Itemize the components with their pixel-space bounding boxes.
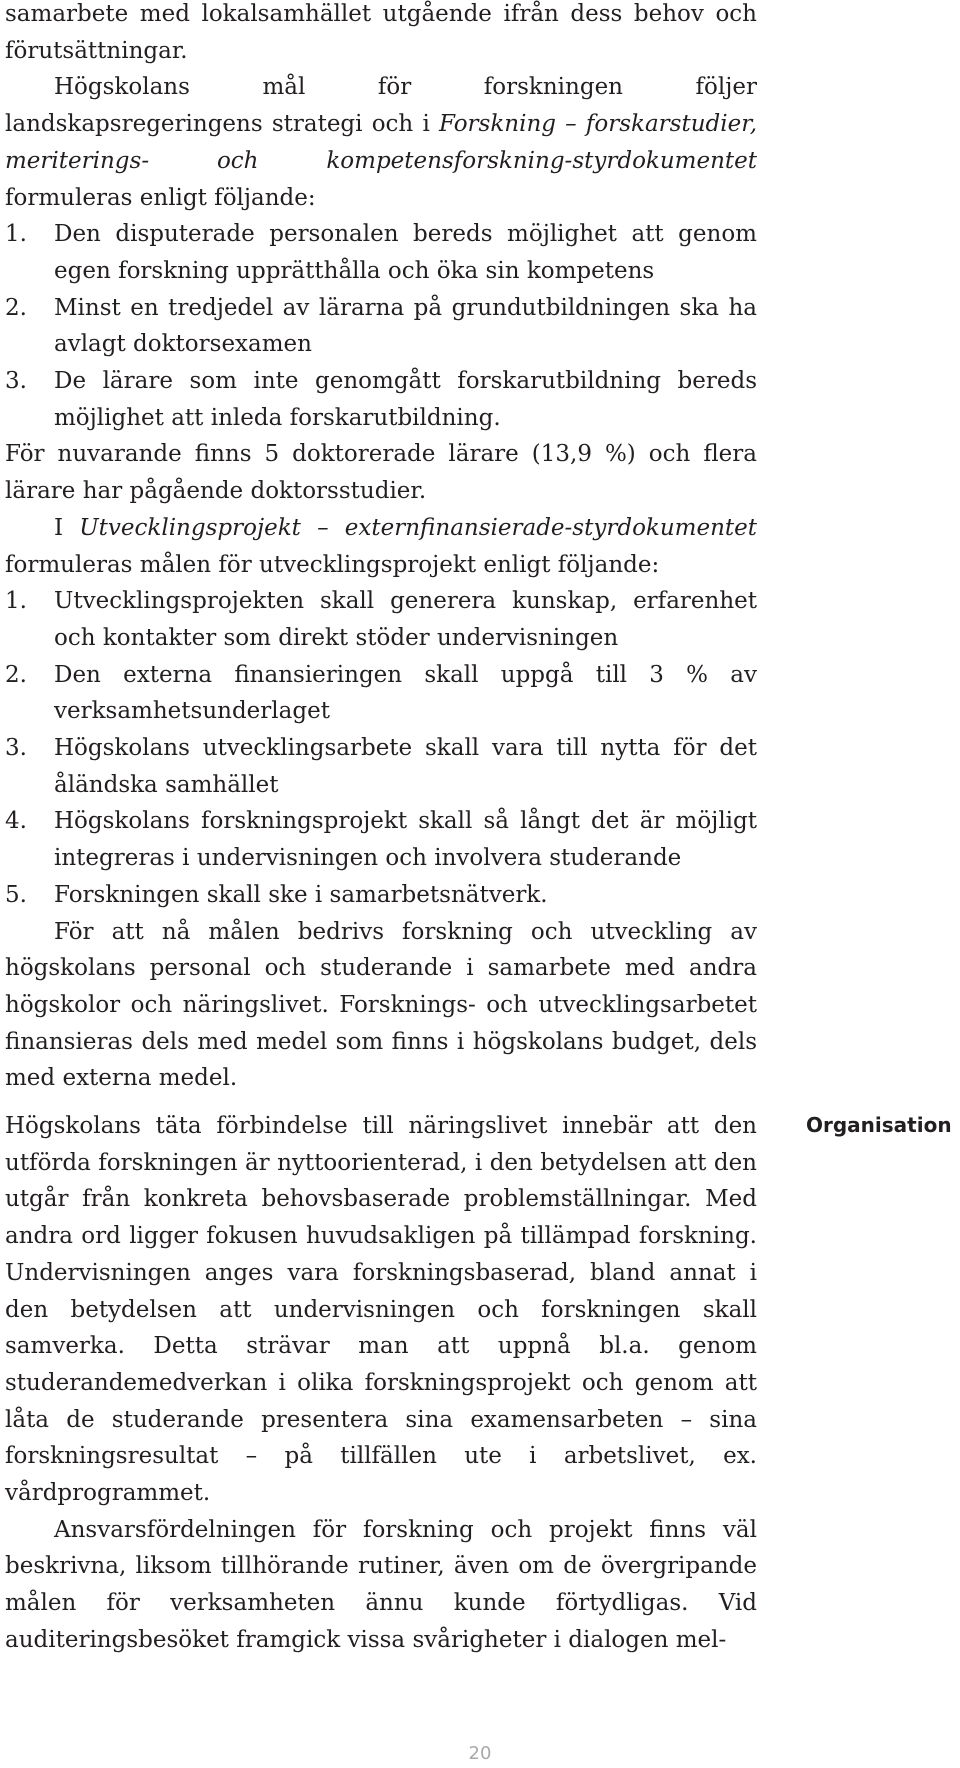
list-text: Den disputerade personalen bereds möjlighet att genom egen forskning upprätthålla och öka sin kompetens: [54, 221, 757, 284]
text: formuleras enligt följande:: [5, 184, 316, 211]
list-item: [5, 290, 757, 363]
list-number: 1.: [5, 588, 27, 615]
list-text: De lärare som inte genomgått forskarutbildning bereds möjlighet att inleda forskarutbildning.: [54, 368, 757, 431]
body-text-top: [5, 0, 757, 1097]
list-number: 2.: [5, 661, 27, 688]
list-item: [5, 363, 757, 436]
development-goals-list: [5, 583, 757, 913]
paragraph-goals-development: [5, 510, 757, 583]
list-number: 4.: [5, 808, 27, 835]
list-number: 1.: [5, 221, 27, 248]
list-item: [5, 730, 757, 803]
research-goals-list: [5, 216, 757, 436]
list-number: 5.: [5, 881, 27, 908]
paragraph: För att nå målen bedrivs forskning och utveckling av högskolans personal och studerande i samarbete med andra högskolor och näringslivet. Forsknings- och utvecklingsarbetet finansieras dels med medel som finns i högskolans budget, dels med externa medel.: [5, 918, 757, 1092]
body-text-organisation: [5, 1108, 757, 1659]
list-number: 2.: [5, 294, 27, 321]
paragraph: Ansvarsfördelningen för forskning och projekt finns väl beskrivna, liksom tillhörande rutiner, även om de övergripande målen för verksamheten ännu kunde förtydligas. Vid auditeringsbesöket framgick vissa svårigheter i dialogen mel-: [5, 1516, 757, 1653]
list-item: [5, 583, 757, 656]
document-title: Utvecklingsprojekt – externfinansierade-styrdokumentet: [79, 514, 757, 541]
page-number: 20: [468, 1743, 492, 1764]
list-number: 3.: [5, 368, 27, 395]
paragraph-goals-research: [5, 69, 757, 216]
document-title: Forskning – forskarstudier, meriterings- och kompetensforskning-styrdokumentet: [5, 111, 758, 174]
list-text: Utvecklingsprojekten skall generera kunskap, erfarenhet och kontakter som direkt stöder undervisningen: [54, 588, 757, 651]
margin-heading: Organisation: [806, 1113, 952, 1137]
paragraph: samarbete med lokalsamhället utgående ifrån dess behov och förutsättningar.: [5, 1, 757, 64]
list-text: Högskolans forskningsprojekt skall så långt det är möjligt integreras i undervisningen och involvera studerande: [54, 808, 757, 872]
list-item: [5, 877, 757, 914]
list-item: [5, 657, 757, 730]
paragraph: Högskolans täta förbindelse till näringslivet innebär att den utförda forskningen är nyttoorienterad, i den betydelsen att den utgår från konkreta behovsbaserade problemställningar. Med andra ord ligger fokusen huvudsakligen på tillämpad forskning. Undervisningen anges vara forskningsbaserad, bland annat i den betydelsen att undervisningen och forskningen skall samverka. Detta strävar man att uppnå bl.a. genom studerandemedverkan i olika forskningsprojekt och genom att låta de studerande presentera sina examensarbeten – sina forskningsresultat – på tillfällen ute i arbetslivet, ex. vårdprogrammet.: [5, 1113, 757, 1507]
text: I: [54, 514, 80, 541]
list-number: 3.: [5, 735, 27, 762]
text: formuleras målen för utvecklingsprojekt enligt följande:: [5, 551, 660, 578]
list-item: [5, 803, 757, 876]
list-text: Forskningen skall ske i samarbetsnätverk.: [54, 881, 548, 908]
list-text: Högskolans utvecklingsarbete skall vara till nytta för det åländska samhället: [54, 735, 757, 798]
list-text: Den externa finansieringen skall uppgå till 3 % av verksamhetsunderlaget: [54, 661, 757, 725]
paragraph: För nuvarande finns 5 doktorerade lärare (13,9 %) och flera lärare har pågående doktorsstudier.: [5, 441, 757, 505]
list-text: Minst en tredjedel av lärarna på grundutbildningen ska ha avlagt doktorsexamen: [54, 294, 757, 358]
text: Högskolans mål för forskningen följer landskapsregeringens strategi och i: [5, 74, 757, 138]
list-item: [5, 216, 757, 289]
